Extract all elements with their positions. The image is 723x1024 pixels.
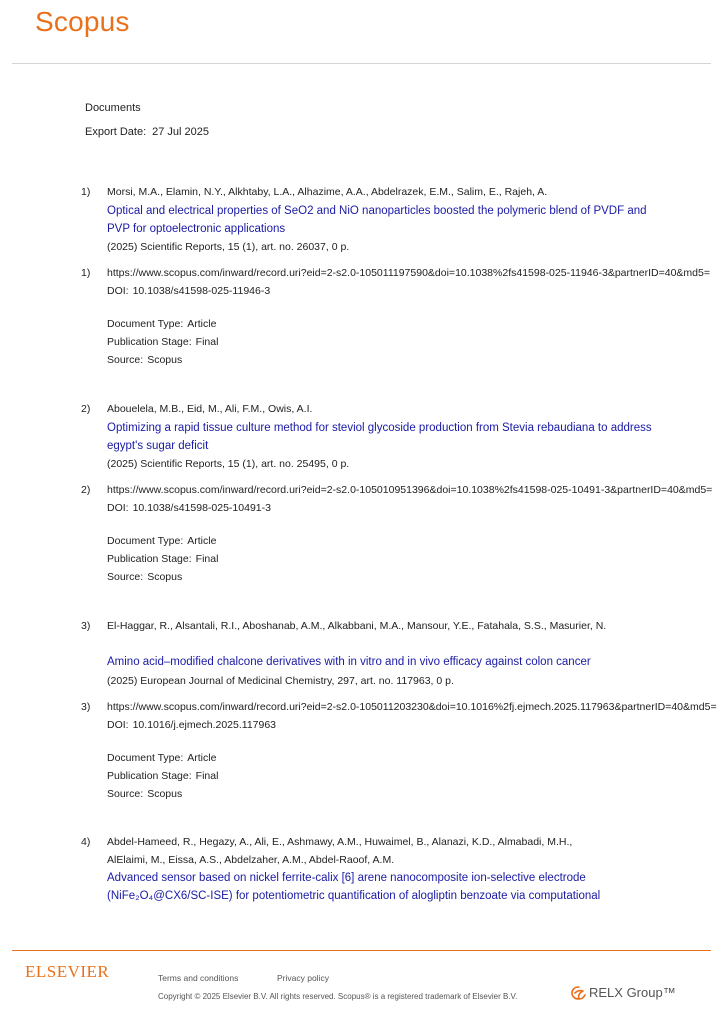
source [107, 571, 182, 583]
record-citation: (2025) European Journal of Medicinal Chemistry, 297, art. no. 117963, 0 p. [107, 675, 454, 687]
relx-logo[interactable] [571, 985, 676, 1000]
elsevier-logo[interactable]: ELSEVIER [25, 962, 110, 981]
document-type-value: Article [187, 535, 217, 547]
record-number: 2) [81, 484, 91, 496]
footer-divider [12, 950, 711, 951]
record-url-link[interactable]: https://www.scopus.com/inward/record.uri?eid=2-s2.0-105010951396&doi=10.1038%2fs41598-025-10491-3&partnerID=40&md5= [107, 484, 713, 496]
scopus-logo[interactable]: Scopus [35, 6, 130, 37]
copyright-notice: Copyright © 2025 Elsevier B.V. All rights reserved. Scopus® is a registered trademark of Elsevier B.V. [158, 992, 518, 1001]
record-number: 2) [81, 403, 91, 415]
record-number: 1) [81, 267, 91, 279]
record-title-link[interactable]: Optical and electrical properties of SeO2 and NiO nanoparticles boosted the polymeric blend of PVDF and PVP for optoelectronic applications [107, 205, 647, 235]
source-label: Source: [107, 354, 144, 366]
record-title-link[interactable]: Amino acid–modified chalcone derivatives with in vitro and in vivo efficacy against colon cancer [107, 656, 591, 668]
record-authors: Abdel-Hameed, R., Hegazy, A., Ali, E., Ashmawy, A.M., Huwaimel, B., Alanazi, K.D., Almabadi, M.H., AlElaimi, M., Eissa, A.S., Abdelzaher, A.M., Abdel-Raoof, A.M. [107, 836, 573, 866]
source-label: Source: [107, 571, 144, 583]
record-doi [107, 285, 270, 297]
terms-link[interactable]: Terms and conditions [158, 973, 239, 983]
record-doi [107, 719, 276, 731]
publication-stage-label: Publication Stage: [107, 553, 192, 565]
export-date-label: Export Date: [85, 126, 147, 138]
documents-heading: Documents [85, 102, 141, 114]
record-url-link[interactable]: https://www.scopus.com/inward/record.uri?eid=2-s2.0-105011203230&doi=10.1016%2fj.ejmech.2025.117963&partnerID=40&md5= [107, 701, 717, 713]
record-doi [107, 502, 271, 514]
record-number: 4) [81, 836, 91, 848]
source-label: Source: [107, 788, 144, 800]
publication-stage [107, 336, 218, 348]
document-type [107, 535, 216, 547]
record-authors: Abouelela, M.B., Eid, M., Ali, F.M., Owis, A.I. [107, 403, 313, 415]
export-date [85, 126, 209, 138]
document-type-value: Article [187, 752, 217, 764]
document-type-label: Document Type: [107, 752, 184, 764]
privacy-link[interactable]: Privacy policy [277, 973, 329, 983]
record-authors: El-Haggar, R., Alsantali, R.I., Aboshanab, A.M., Alkabbani, M.A., Mansour, Y.E., Fatahala, S.S., Masurier, N. [107, 620, 607, 632]
doi-label: DOI: [107, 285, 129, 297]
record-number: 3) [81, 701, 91, 713]
doi-label: DOI: [107, 719, 129, 731]
source-value: Scopus [147, 354, 183, 366]
header-divider [12, 63, 711, 64]
publication-stage-label: Publication Stage: [107, 336, 192, 348]
document-type-value: Article [187, 318, 217, 330]
source [107, 354, 182, 366]
doi-value[interactable]: 10.1038/s41598-025-10491-3 [132, 502, 271, 514]
record-authors: Morsi, M.A., Elamin, N.Y., Alkhtaby, L.A., Alhazime, A.A., Abdelrazek, E.M., Salim, E., Rajeh, A. [107, 186, 548, 198]
record-title-link[interactable]: Optimizing a rapid tissue culture method for steviol glycoside production from Stevia rebaudiana to address egypt's sugar deficit [107, 422, 652, 452]
publication-stage [107, 770, 218, 782]
publication-stage-value: Final [195, 770, 219, 782]
document-type [107, 752, 216, 764]
record-number: 3) [81, 620, 91, 632]
document-type-label: Document Type: [107, 318, 184, 330]
publication-stage-value: Final [195, 336, 219, 348]
document-type-label: Document Type: [107, 535, 184, 547]
relx-text: RELX Group™ [589, 985, 676, 1000]
source-value: Scopus [147, 788, 183, 800]
document-type [107, 318, 216, 330]
source-value: Scopus [147, 571, 183, 583]
source [107, 788, 182, 800]
doi-value[interactable]: 10.1038/s41598-025-11946-3 [132, 285, 271, 297]
relx-mark-icon [571, 986, 587, 1000]
record-title-link[interactable]: Advanced sensor based on nickel ferrite-calix [6] arene nanocomposite ion-selective electrode (NiFe₂O₄@CX6/SC-ISE) for potentiometric quantification of alogliptin benzoate via computational [107, 872, 601, 902]
export-date-value: 27 Jul 2025 [152, 126, 210, 138]
publication-stage-value: Final [195, 553, 219, 565]
record-citation: (2025) Scientific Reports, 15 (1), art. no. 25495, 0 p. [107, 458, 350, 470]
doi-value[interactable]: 10.1016/j.ejmech.2025.117963 [132, 719, 277, 731]
record-number: 1) [81, 186, 91, 198]
publication-stage [107, 553, 218, 565]
doi-label: DOI: [107, 502, 129, 514]
record-url-link[interactable]: https://www.scopus.com/inward/record.uri?eid=2-s2.0-105011197590&doi=10.1038%2fs41598-025-11946-3&partnerID=40&md5= [107, 267, 710, 279]
record-citation: (2025) Scientific Reports, 15 (1), art. no. 26037, 0 p. [107, 241, 350, 253]
publication-stage-label: Publication Stage: [107, 770, 192, 782]
